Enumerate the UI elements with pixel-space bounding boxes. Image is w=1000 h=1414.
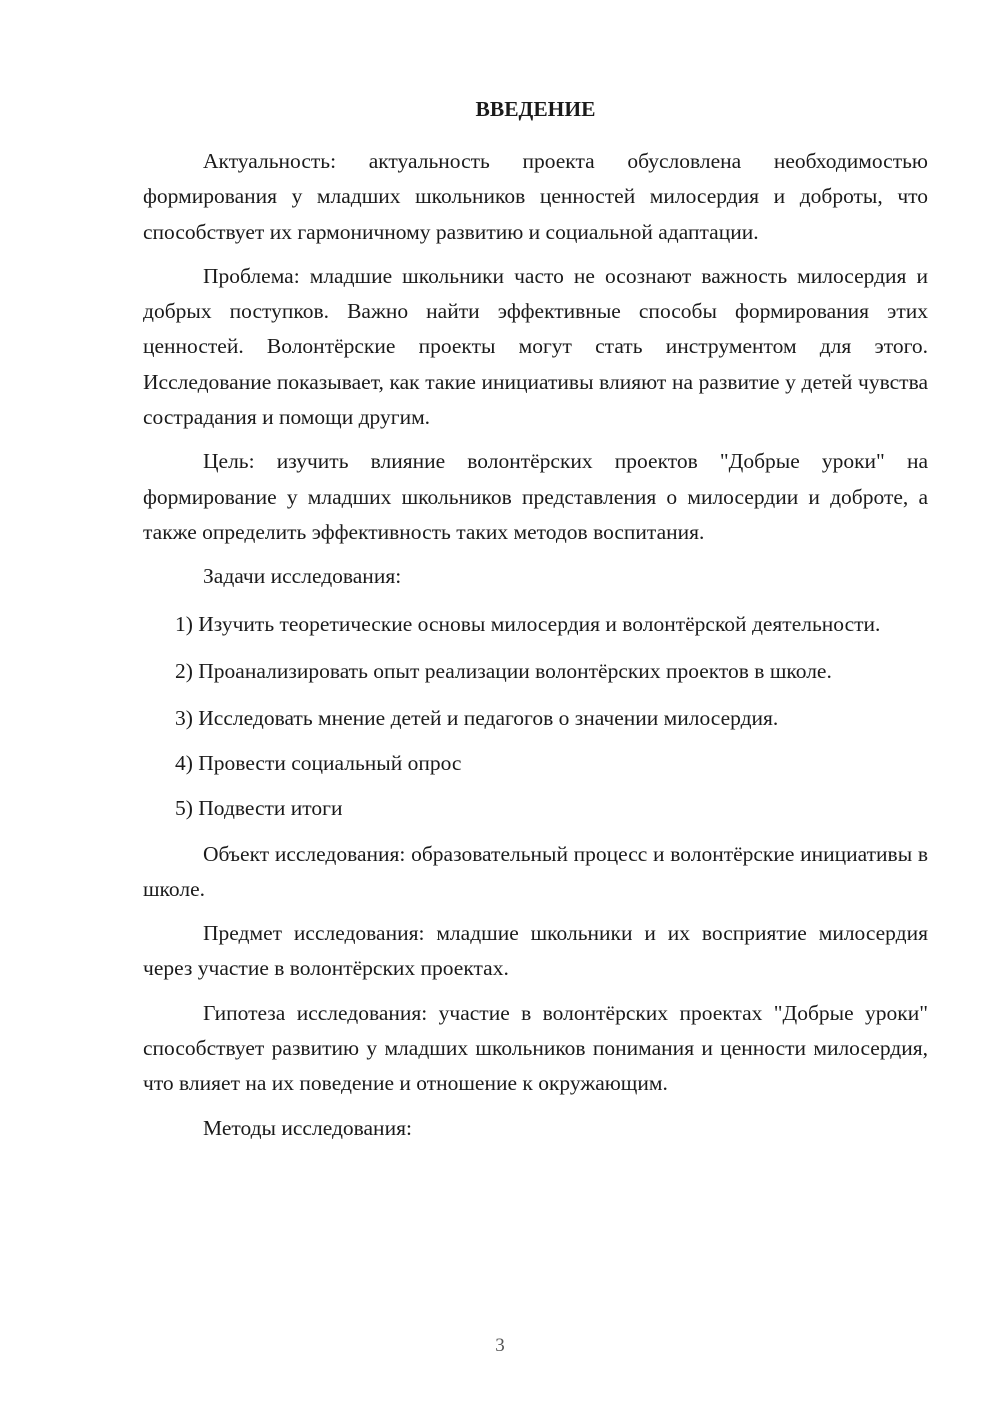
paragraph-methods: Методы исследования: bbox=[203, 1115, 412, 1140]
list-item: 4) Провести социальный опрос bbox=[175, 750, 462, 775]
tasks-heading: Задачи исследования: bbox=[203, 564, 402, 589]
paragraph-relevance: Актуальность: актуальность проекта обусловлена необходимостью формирования у младших школьников ценностей милосердия и доброты, что способствует их гармоничному развитию и социальной адаптации. bbox=[143, 149, 928, 244]
paragraph-problem: Проблема: младшие школьники часто не осознают важность милосердия и добрых поступков. Важно найти эффективные способы формирования этих ценностей. Волонтёрские проекты могут стать инструментом для этого. Исследование показывает, как такие инициативы влияют на развитие у детей чувства сострадания и помощи другим. bbox=[143, 263, 928, 430]
tasks-list bbox=[143, 608, 928, 825]
paragraph-object: Объект исследования: образовательный процесс и волонтёрские инициативы в школе. bbox=[143, 841, 928, 901]
paragraph-goal: Цель: изучить влияние волонтёрских проектов "Добрые уроки" на формирование у младших школьников представления о милосердии и доброте, а также определить эффективность таких методов воспитания. bbox=[143, 449, 928, 544]
page-content bbox=[143, 94, 928, 1155]
section-title: ВВЕДЕНИЕ bbox=[475, 97, 596, 121]
list-item: 5) Подвести итоги bbox=[175, 795, 343, 820]
paragraph-subject: Предмет исследования: младшие школьники и их восприятие милосердия через участие в волонтёрских проектах. bbox=[143, 921, 928, 981]
paragraph-hypothesis: Гипотеза исследования: участие в волонтёрских проектах "Добрые уроки" способствует развитию у младших школьников понимания и ценности милосердия, что влияет на их поведение и отношение к окружающим. bbox=[143, 1000, 928, 1096]
page-number: 3 bbox=[495, 1335, 505, 1356]
list-item: 2) Проанализировать опыт реализации волонтёрских проектов в школе. bbox=[175, 658, 832, 683]
list-item: 1) Изучить теоретические основы милосердия и волонтёрской деятельности. bbox=[175, 611, 881, 636]
list-item: 3) Исследовать мнение детей и педагогов о значении милосердия. bbox=[175, 705, 779, 730]
